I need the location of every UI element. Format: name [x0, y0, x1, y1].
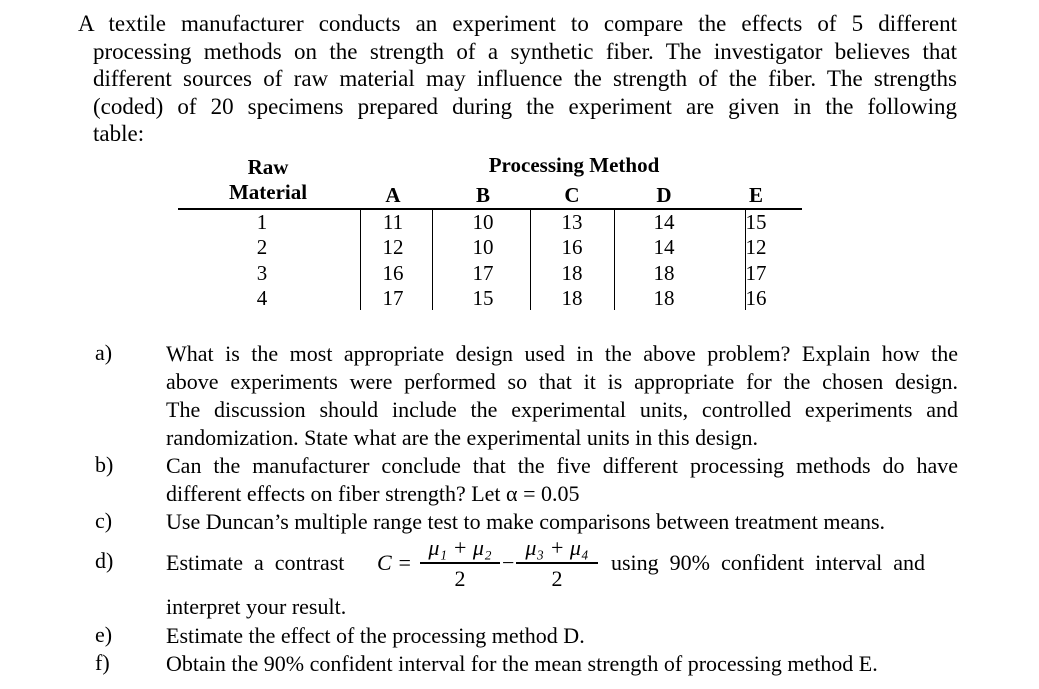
table-cell: 14	[653, 210, 675, 234]
row-header-raw: Raw	[247, 155, 289, 179]
contrast-fraction-2	[516, 535, 598, 592]
question-label: e)	[95, 622, 113, 647]
raw-material-cell: 2	[256, 235, 268, 259]
question-text	[166, 650, 958, 678]
table-cell: 18	[561, 261, 583, 285]
row-header-material: Material	[228, 180, 308, 204]
intro-line: (coded) of 20 specimens prepared during the experiment are given in the following	[93, 93, 957, 119]
table-cell: 17	[472, 261, 494, 285]
question-label: f)	[95, 650, 110, 675]
table-cell: 13	[561, 210, 583, 234]
table-cell: 14	[653, 235, 675, 259]
table-cell: 12	[745, 235, 767, 259]
question-line: Can the manufacturer conclude that the five different processing methods do have	[166, 453, 958, 478]
column-header-d: D	[656, 183, 672, 207]
table-cell: 18	[653, 286, 675, 310]
table-cell: 12	[382, 235, 404, 259]
raw-material-cell: 4	[256, 286, 268, 310]
question-line: randomization. State what are the experimental units in this design.	[166, 425, 759, 450]
column-header-e: E	[748, 183, 763, 207]
intro-line: processing methods on the strength of a synthetic fiber. The investigator believes that	[93, 38, 957, 64]
fraction-bar	[516, 562, 598, 564]
fraction-bar	[420, 562, 500, 564]
column-divider	[432, 210, 433, 310]
contrast-minus: −	[502, 550, 515, 575]
table-cell: 10	[472, 210, 494, 234]
table-cell: 16	[745, 286, 767, 310]
question-text	[166, 340, 958, 452]
intro-line: different sources of raw material may influence the strength of the fiber. The strengths	[93, 66, 957, 91]
question-label: b)	[95, 452, 114, 477]
question-text	[166, 508, 958, 536]
raw-material-cell: 3	[256, 261, 268, 285]
question-line: Use Duncan’s multiple range test to make comparisons between treatment means.	[166, 509, 886, 534]
table-cell: 11	[382, 210, 404, 234]
table-cell: 18	[653, 261, 675, 285]
question-line: different effects on fiber strength? Let α = 0.05	[166, 481, 580, 506]
contrast-line-2: interpret your result.	[166, 594, 347, 619]
contrast-fraction-1	[420, 535, 500, 592]
question-label: a)	[95, 340, 113, 365]
fraction-denominator: 2	[454, 565, 466, 591]
question-line: What is the most appropriate design used in the above problem? Explain how the	[166, 341, 958, 366]
column-header-a: A	[385, 183, 401, 207]
question-line: Estimate the effect of the processing method D.	[166, 623, 585, 648]
fraction-numerator: μ₃ + μ₄	[525, 535, 589, 560]
fraction-denominator: 2	[551, 565, 563, 591]
column-divider	[360, 210, 361, 310]
strength-table	[0, 0, 1039, 330]
table-cell: 17	[745, 261, 767, 285]
column-divider	[530, 210, 531, 310]
column-header-c: C	[564, 183, 580, 207]
question-label: c)	[95, 508, 113, 533]
question-text	[166, 622, 958, 650]
question-label: d)	[95, 548, 114, 573]
column-divider	[614, 210, 615, 310]
question-line: above experiments were performed so that it is appropriate for the chosen design.	[166, 369, 958, 394]
contrast-prefix: Estimate a contrast	[166, 550, 345, 575]
table-cell: 10	[472, 235, 494, 259]
question-line: The discussion should include the experimental units, controlled experiments and	[166, 397, 958, 422]
contrast-suffix: using 90% confident interval and	[611, 550, 926, 575]
table-cell: 16	[561, 235, 583, 259]
question-line: Obtain the 90% confident interval for the mean strength of processing method E.	[166, 651, 878, 676]
question-text	[166, 452, 958, 508]
table-cell: 17	[382, 286, 404, 310]
column-header-b: B	[475, 183, 490, 207]
table-cell: 15	[745, 210, 767, 234]
fraction-numerator: μ₁ + μ₂	[428, 535, 492, 560]
intro-line: table:	[93, 121, 145, 146]
intro-line: A textile manufacturer conducts an experiment to compare the effects of 5 different	[78, 11, 957, 36]
table-cell: 16	[382, 261, 404, 285]
table-cell: 18	[561, 286, 583, 310]
group-header-processing-method: Processing Method	[488, 153, 660, 177]
table-cell: 15	[472, 286, 494, 310]
contrast-lhs: C =	[377, 550, 413, 575]
raw-material-cell: 1	[256, 210, 268, 234]
